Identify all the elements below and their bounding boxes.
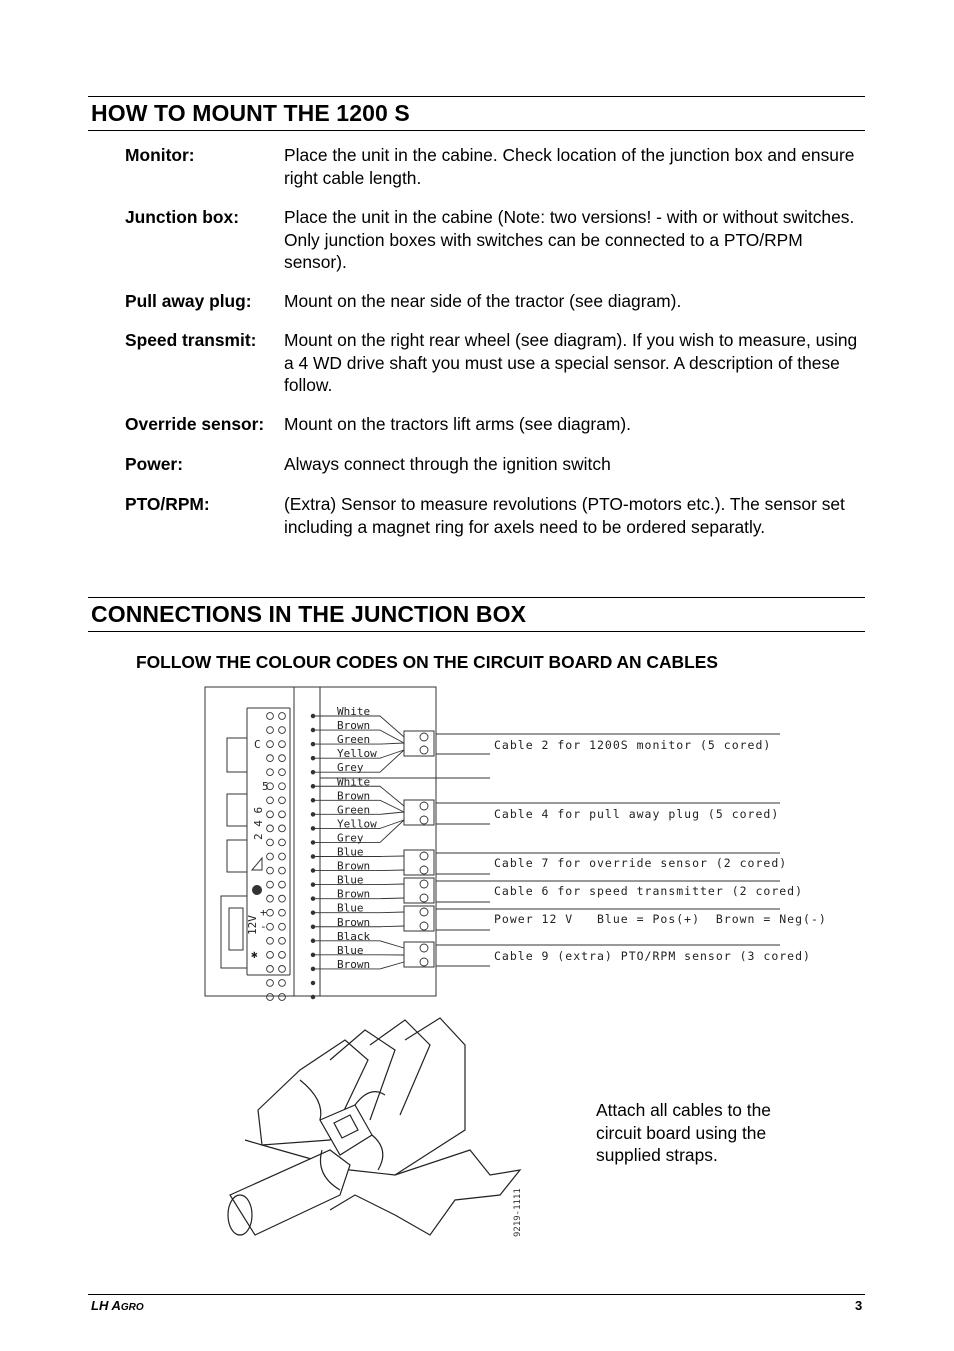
board-label-minus: -	[260, 920, 267, 933]
terminal-screw	[311, 967, 315, 971]
switch-box	[227, 738, 247, 772]
section2-bottom-rule	[88, 631, 865, 632]
footer-brand-rest: GRO	[120, 1302, 144, 1313]
terminal-hole	[267, 797, 274, 804]
terminal-hole	[279, 994, 286, 1001]
wire-line	[313, 750, 404, 775]
section2-title: CONNECTIONS IN THE JUNCTION BOX	[91, 601, 527, 627]
board-label-12v: 12V	[246, 915, 259, 935]
wire-colour-label: Brown	[337, 789, 371, 803]
wire-line	[313, 820, 404, 828]
terminal-screw	[311, 939, 315, 943]
section1-bottom-rule	[88, 130, 865, 131]
terminal-hole	[279, 895, 286, 902]
terminal-hole	[267, 853, 274, 860]
terminal-screw	[311, 756, 315, 760]
terminal-hole	[279, 727, 286, 734]
section1-top-rule	[88, 96, 865, 97]
terminal-hole	[267, 994, 274, 1001]
terminal-screw	[311, 911, 315, 915]
terminal-screw	[311, 995, 315, 999]
description: Place the unit in the cabine. Check location of the junction box and ensure right cable length.	[284, 145, 855, 188]
wire-colour-label: Grey	[337, 761, 364, 775]
page-number: 3	[855, 1298, 863, 1313]
terminal-hole	[279, 966, 286, 973]
terminal-hole	[279, 909, 286, 916]
terminal-screw	[311, 714, 315, 718]
terminal-screw	[311, 883, 315, 887]
wire-line	[313, 820, 404, 845]
cable-label: Cable 4 for pull away plug (5 cored)	[494, 807, 780, 821]
wire-line	[313, 941, 404, 948]
wire-colour-label: Brown	[337, 915, 371, 929]
terminal-hole	[267, 811, 274, 818]
wire-colour-label: Green	[337, 803, 371, 817]
wire-line	[313, 856, 404, 857]
wire-colour-label: Blue	[337, 873, 364, 887]
wire-line	[313, 912, 404, 913]
terminal-screw	[311, 799, 315, 803]
term: Power:	[125, 454, 183, 474]
switch-box	[227, 794, 247, 826]
wire-colour-label: White	[337, 775, 371, 789]
cable-label: Cable 6 for speed transmitter (2 cored)	[494, 884, 804, 898]
terminal-hole	[279, 783, 286, 790]
terminal-hole	[267, 741, 274, 748]
terminal-hole	[279, 937, 286, 944]
cable-label: Cable 9 (extra) PTO/RPM sensor (3 cored)	[494, 949, 811, 963]
terminal-hole	[279, 881, 286, 888]
circuit-board-outline	[205, 687, 294, 996]
terminal-hole	[267, 951, 274, 958]
terminal-hole	[267, 881, 274, 888]
terminal-hole	[279, 811, 286, 818]
wire-colour-label: Yellow	[337, 747, 377, 761]
terminal-screw	[311, 925, 315, 929]
wire-colour-label: Brown	[337, 859, 371, 873]
wire-colour-label: Brown	[337, 887, 371, 901]
wire-line	[313, 898, 404, 899]
wire-line	[313, 962, 404, 969]
terminal-hole	[279, 980, 286, 987]
terminal-screw	[311, 770, 315, 774]
terminal-hole	[267, 769, 274, 776]
illustration-code: 9219-1111	[513, 1188, 523, 1237]
terminal-hole	[279, 797, 286, 804]
board-label-c: C	[254, 738, 261, 751]
terminal-hole	[279, 839, 286, 846]
terminal-hole	[279, 755, 286, 762]
section2-subtitle: FOLLOW THE COLOUR CODES ON THE CIRCUIT BOARD AN CABLES	[136, 652, 718, 672]
terminal-screw	[311, 813, 315, 817]
terminal-hole	[279, 867, 286, 874]
footer-rule	[88, 1294, 865, 1295]
wire-colour-label: Grey	[337, 831, 364, 845]
terminal-hole	[279, 741, 286, 748]
terminal-hole	[267, 755, 274, 762]
terminal-hole	[267, 867, 274, 874]
wire-line	[313, 926, 404, 927]
wire-colour-label: Brown	[337, 957, 371, 971]
term: Monitor:	[125, 145, 195, 165]
terminal-hole	[267, 937, 274, 944]
terminal-hole	[279, 923, 286, 930]
wire-line	[313, 730, 404, 743]
section2-top-rule	[88, 597, 865, 598]
star-icon: ✱	[251, 948, 258, 961]
terminal-hole	[267, 895, 274, 902]
switch-box	[227, 840, 247, 872]
wire-colour-label: Black	[337, 929, 371, 943]
terminal-hole	[267, 713, 274, 720]
wire-colour-label: Blue	[337, 901, 364, 915]
wire-line	[313, 884, 404, 885]
terminal-screw	[311, 841, 315, 845]
terminal-screw	[311, 742, 315, 746]
term: Override sensor:	[125, 414, 265, 434]
description: Mount on the tractors lift arms (see diagram).	[284, 414, 631, 434]
wire-colour-label: Brown	[337, 719, 371, 733]
terminal-screw	[311, 897, 315, 901]
wire-line	[313, 743, 404, 744]
terminal-screw	[311, 953, 315, 957]
terminal-hole	[267, 825, 274, 832]
footer-brand-first: LH A	[91, 1298, 121, 1313]
wire-colour-label: Blue	[337, 943, 364, 957]
description: Mount on the near side of the tractor (see diagram).	[284, 291, 682, 311]
terminal-screw	[311, 784, 315, 788]
description: (Extra) Sensor to measure revolutions (PTO-motors etc.). The sensor set including a magnet ring for axels need to be ordered separatly.	[284, 494, 845, 537]
terminal-screw	[311, 981, 315, 985]
description: Place the unit in the cabine (Note: two versions! - with or without switches. Only junction boxes with switches can be connected to a PTO/RPM sensor).	[284, 207, 855, 272]
wire-line	[313, 716, 404, 737]
terminal-hole	[279, 951, 286, 958]
wire-line	[313, 870, 404, 871]
terminal-block-outline	[294, 687, 436, 996]
term: Speed transmit:	[125, 330, 257, 350]
terminal-hole	[267, 839, 274, 846]
terminal-hole	[279, 713, 286, 720]
terminal-screw	[311, 827, 315, 831]
terminal-hole	[279, 825, 286, 832]
terminal-hole	[267, 909, 274, 916]
terminal-hole	[267, 980, 274, 987]
cable-label: Cable 7 for override sensor (2 cored)	[494, 856, 788, 870]
terminal-screw	[311, 869, 315, 873]
board-label-digits: 2 4 6	[252, 806, 265, 840]
term: Pull away plug:	[125, 291, 252, 311]
term: Junction box:	[125, 207, 239, 227]
led-icon	[252, 885, 262, 895]
terminal-hole	[267, 783, 274, 790]
wire-colour-label: White	[337, 705, 371, 718]
terminal-hole	[267, 727, 274, 734]
warning-icon	[252, 858, 262, 870]
terminal-screw	[311, 855, 315, 859]
description: Always connect through the ignition switch	[284, 454, 611, 474]
strap-illustration	[228, 1018, 520, 1235]
cable-label: Cable 2 for 1200S monitor (5 cored)	[494, 738, 772, 752]
section1-title: HOW TO MOUNT THE 1200 S	[91, 100, 410, 126]
wire-colour-label: Blue	[337, 845, 364, 859]
terminal-hole	[267, 923, 274, 930]
fuse-holder	[221, 896, 247, 968]
wire-line	[313, 750, 404, 758]
wire-colour-label: Green	[337, 733, 371, 747]
illustration-note: Attach all cables to the circuit board using the supplied straps.	[596, 1100, 771, 1165]
board-label-plus: +	[260, 906, 267, 919]
terminal-hole	[267, 966, 274, 973]
description: Mount on the right rear wheel (see diagram). If you wish to measure, using a 4 WD drive shaft you must use a special sensor. A description of these follow.	[284, 330, 858, 395]
wire-line	[313, 800, 404, 812]
terminal-hole	[279, 769, 286, 776]
wire-line	[313, 812, 404, 814]
wire-line	[313, 786, 404, 806]
terminal-screw	[311, 728, 315, 732]
terminal-hole	[279, 853, 286, 860]
footer-brand	[91, 1298, 144, 1313]
term: PTO/RPM:	[125, 494, 210, 514]
board-label-five: 5	[262, 780, 269, 793]
wire-colour-label: Yellow	[337, 817, 377, 831]
cable-label: Power 12 V Blue = Pos(+) Brown = Neg(-)	[494, 912, 827, 926]
